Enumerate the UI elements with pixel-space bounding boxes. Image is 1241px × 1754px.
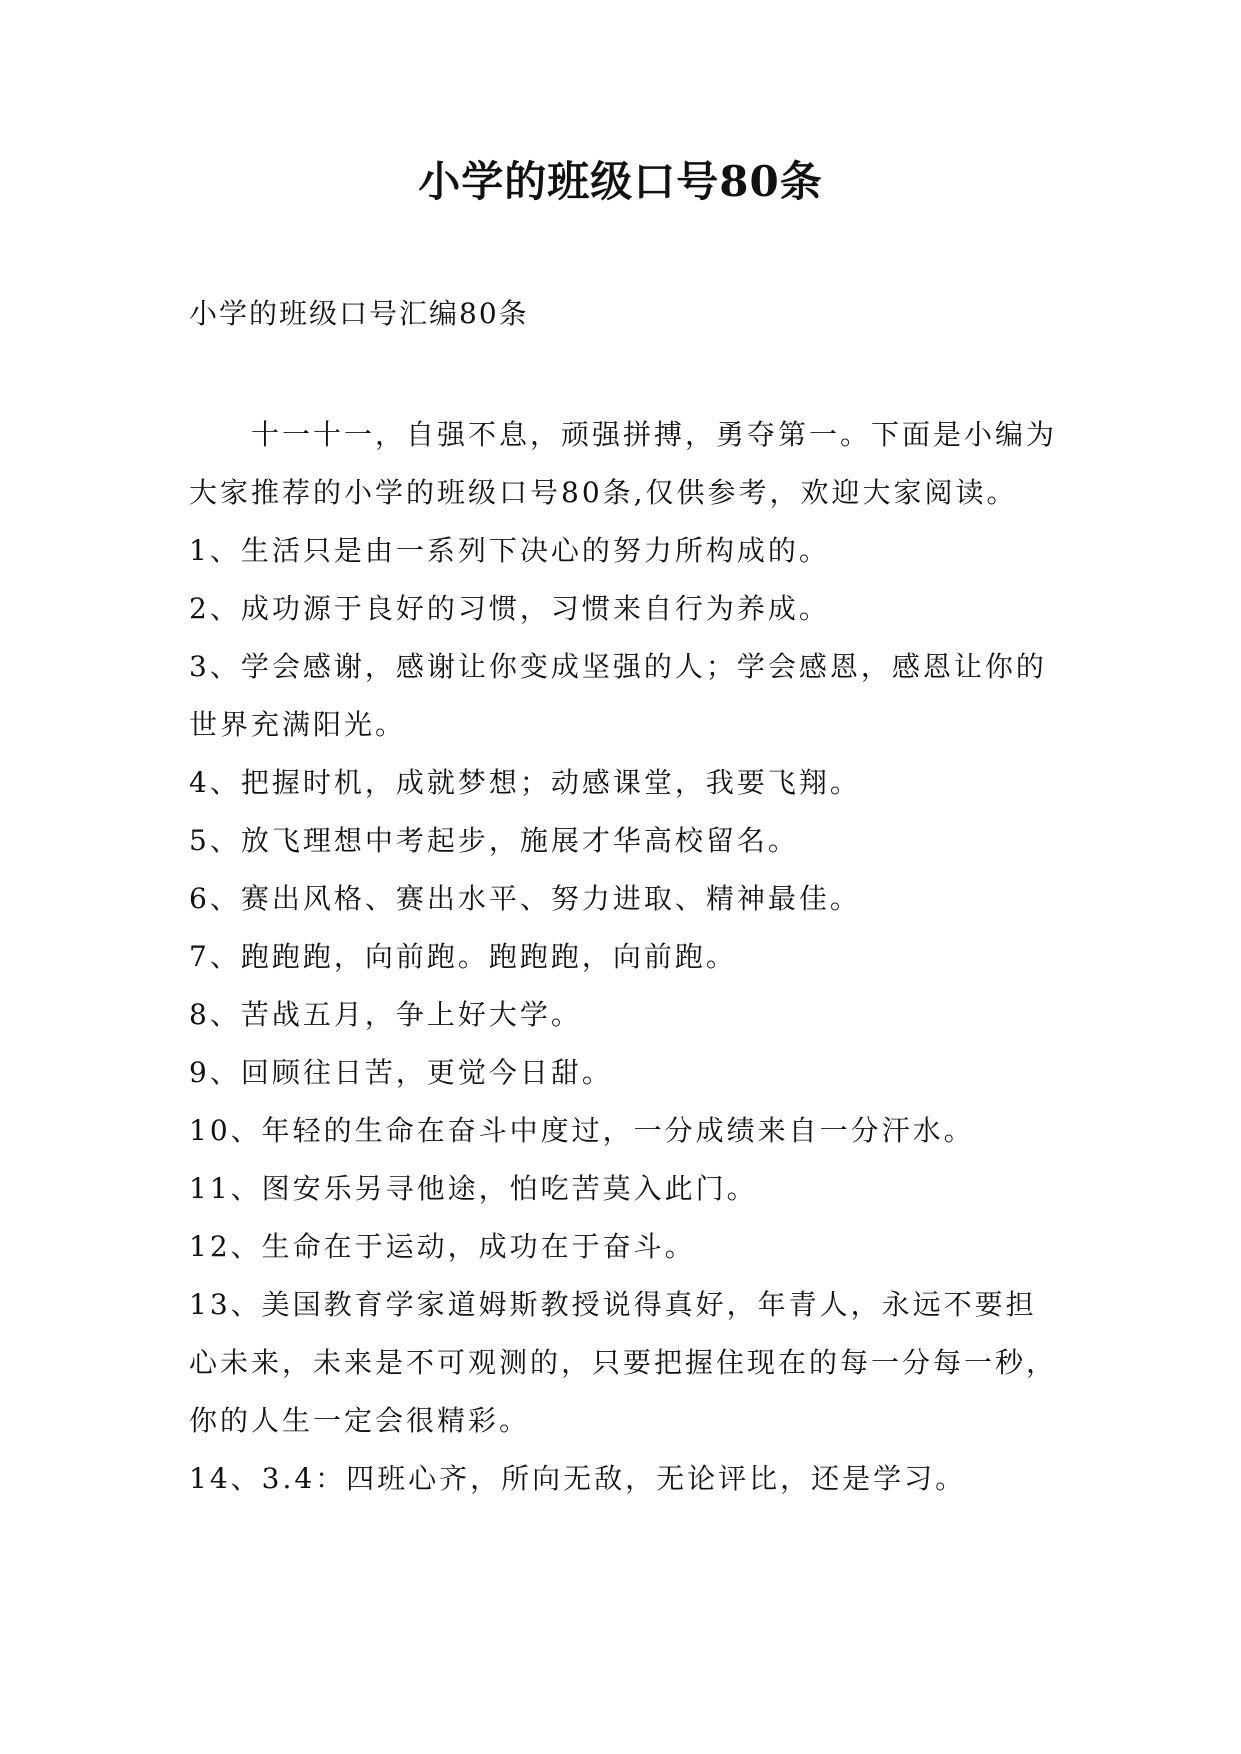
slogan-item: 10、年轻的生命在奋斗中度过，一分成绩来自一分汗水。 (189, 1114, 975, 1147)
slogan-item: 6、赛出风格、赛出水平、努力进取、精神最佳。 (189, 882, 861, 915)
slogan-item: 1、生活只是由一系列下决心的努力所构成的。 (189, 534, 830, 567)
slogan-item: 13、美国教育学家道姆斯教授说得真好，年青人，永远不要担心未来，未来是不可观测的，只要把握住现在的每一分每一秒，你的人生一定会很精彩。 (189, 1288, 1058, 1437)
slogan-item: 7、跑跑跑，向前跑。跑跑跑，向前跑。 (189, 940, 737, 973)
slogan-item: 4、把握时机，成就梦想；动感课堂，我要飞翔。 (189, 766, 861, 799)
slogan-item: 3、学会感谢，感谢让你变成坚强的人；学会感恩，感恩让你的世界充满阳光。 (189, 650, 1047, 741)
slogan-item: 2、成功源于良好的习惯，习惯来自行为养成。 (189, 592, 830, 625)
document-title: 小学的班级口号80条 (418, 157, 823, 206)
slogan-item: 8、苦战五月，争上好大学。 (189, 998, 582, 1031)
slogan-item: 9、回顾往日苦，更觉今日甜。 (189, 1056, 613, 1089)
slogan-item: 5、放飞理想中考起步，施展才华高校留名。 (189, 824, 799, 857)
slogan-item: 14、3.4：四班心齐，所向无敌，无论评比，还是学习。 (189, 1462, 967, 1495)
slogan-item: 12、生命在于运动，成功在于奋斗。 (189, 1230, 696, 1263)
document-body (189, 406, 1061, 1508)
document-subtitle: 小学的班级口号汇编80条 (189, 297, 529, 330)
slogan-item: 11、图安乐另寻他途，怕吃苦莫入此门。 (189, 1172, 758, 1205)
intro-paragraph: 十一十一，自强不息，顽强拼搏，勇夺第一。下面是小编为大家推荐的小学的班级口号80条,仅供参考，欢迎大家阅读。 (189, 418, 1058, 509)
